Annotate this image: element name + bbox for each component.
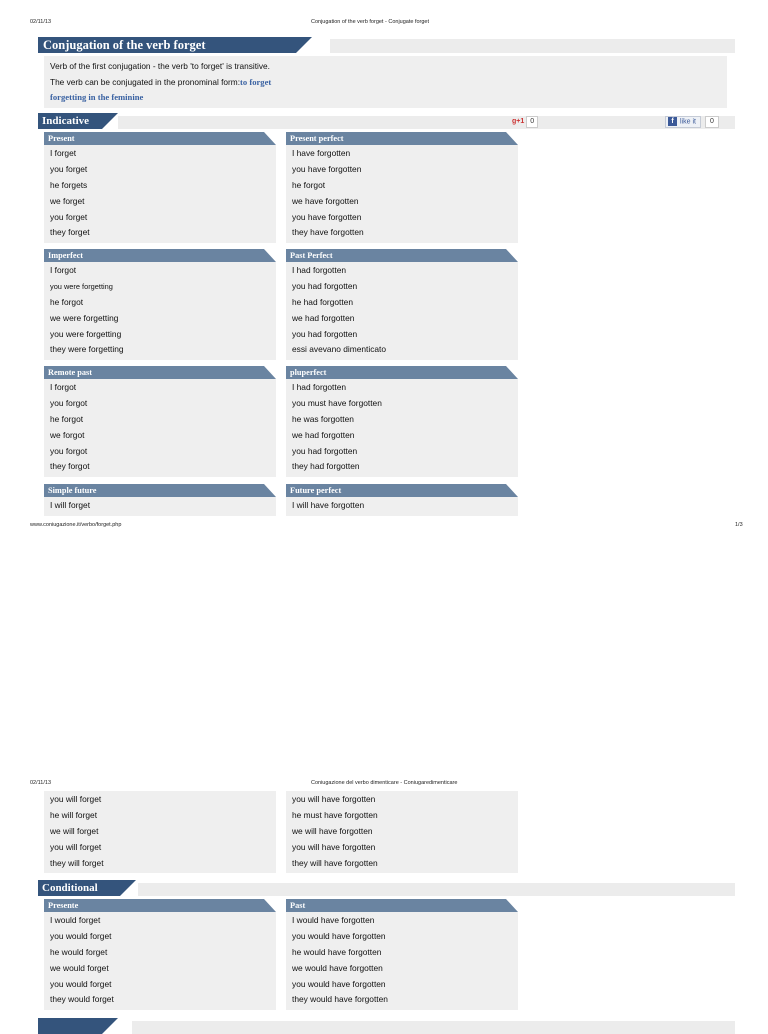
conjugation-row: he would have forgotten xyxy=(292,946,382,957)
tense-conditional-past xyxy=(286,899,518,1010)
conjugation-row: you would have forgotten xyxy=(292,978,386,989)
page-header-date: 02/11/13 xyxy=(30,19,52,25)
tense-title: Past Perfect xyxy=(286,249,506,262)
conjugation-row: we forget xyxy=(50,195,85,206)
conjugation-row: they had forgotten xyxy=(292,461,360,472)
facebook-icon: f xyxy=(668,117,677,126)
facebook-like-label: like it xyxy=(680,118,696,126)
conjugation-row: you will forget xyxy=(50,794,102,804)
conjugation-row: I forgot xyxy=(50,382,77,392)
conjugation-row: he was forgotten xyxy=(292,413,354,424)
tense-title: pluperfect xyxy=(286,366,506,379)
tense-title: Remote past xyxy=(44,366,264,379)
google-plus-button[interactable] xyxy=(512,116,556,128)
tense-conditional-presente xyxy=(44,899,276,1010)
conjugation-row: you forgot xyxy=(50,445,88,456)
conjugation-row: we have forgotten xyxy=(292,195,359,206)
tense-imperfect xyxy=(44,249,276,360)
tense-title: Past xyxy=(286,899,506,912)
section-strip xyxy=(132,1021,735,1034)
page-title: Conjugation of the verb forget xyxy=(38,37,296,53)
conjugation-row: I had forgotten xyxy=(292,265,347,275)
verb-title-bar xyxy=(38,37,735,53)
indicative-section-bar xyxy=(38,113,735,129)
section-strip xyxy=(118,116,735,129)
conjugation-row: they forget xyxy=(50,227,90,238)
conjugation-row: you would have forgotten xyxy=(292,930,386,941)
next-section-bar xyxy=(38,1018,735,1034)
description-line-2 xyxy=(50,75,721,91)
conjugation-row: you had forgotten xyxy=(292,280,358,291)
conditional-section-bar xyxy=(38,880,735,896)
conjugation-row: I forget xyxy=(50,148,77,158)
tense-pluperfect xyxy=(286,366,518,477)
conjugation-row: you were forgetting xyxy=(50,328,122,339)
conjugation-row: they will forget xyxy=(50,857,104,868)
conjugation-row: they forgot xyxy=(50,461,90,472)
pronominal-link[interactable]: to forget xyxy=(240,76,272,87)
conjugation-row: he will forget xyxy=(50,809,98,820)
conjugation-row: you would forget xyxy=(50,930,112,941)
conjugation-row: I forgot xyxy=(50,265,77,275)
conjugation-row: he had forgotten xyxy=(292,296,354,307)
tense-past-perfect xyxy=(286,249,518,360)
conjugation-row: you will forget xyxy=(50,841,102,852)
tense-simple-future xyxy=(44,484,276,516)
page-header-date: 02/11/13 xyxy=(30,780,52,786)
conjugation-row: you had forgotten xyxy=(292,445,358,456)
tense-future-perfect xyxy=(286,484,518,516)
verb-description xyxy=(44,56,727,108)
facebook-like-widget[interactable] xyxy=(665,116,719,128)
section-strip xyxy=(138,883,735,896)
conjugation-row: you must have forgotten xyxy=(292,397,382,408)
tense-present-perfect xyxy=(286,132,518,243)
conjugation-row: I have forgotten xyxy=(292,148,351,158)
google-plus-icon: g xyxy=(512,118,517,125)
conjugation-row: I would forget xyxy=(50,915,101,925)
page-footer-url: www.coniugazione.it/verbo/forget.php xyxy=(30,522,122,528)
conditional-title: Conditional xyxy=(38,880,120,896)
conjugation-row: you forget xyxy=(50,211,88,222)
conjugation-row: you were forgetting xyxy=(50,281,113,291)
conjugation-row: he must have forgotten xyxy=(292,809,378,820)
conjugation-row: we forgot xyxy=(50,429,85,440)
conjugation-row: you would forget xyxy=(50,978,112,989)
conjugation-row: we had forgotten xyxy=(292,312,355,323)
tense-future-perfect-continued xyxy=(286,791,518,873)
description-line-1: Verb of the first conjugation - the verb 'to forget' is transitive. xyxy=(50,61,270,71)
conjugation-row: I will forget xyxy=(50,500,91,510)
tense-simple-future-continued xyxy=(44,791,276,873)
google-plus-count: 0 xyxy=(526,116,538,128)
conjugation-row: you forget xyxy=(50,163,88,174)
conjugation-row: I would have forgotten xyxy=(292,915,375,925)
page-footer-number: 1/3 xyxy=(735,522,743,528)
conjugation-row: you will have forgotten xyxy=(292,841,376,852)
conjugation-row: you have forgotten xyxy=(292,211,362,222)
conjugation-row: you had forgotten xyxy=(292,328,358,339)
conjugation-row: you have forgotten xyxy=(292,163,362,174)
page-header-title: Coniugazione del verbo dimenticare - Coniugaredimenticare xyxy=(311,780,458,786)
conjugation-row: they would have forgotten xyxy=(292,994,388,1005)
tense-title: Present perfect xyxy=(286,132,506,145)
tense-remote-past xyxy=(44,366,276,477)
conjugation-row: he would forget xyxy=(50,946,108,957)
conjugation-row: he forgot xyxy=(50,296,84,307)
conjugation-row: we would forget xyxy=(50,962,109,973)
next-section-tab xyxy=(38,1018,102,1034)
conjugation-row: we will forget xyxy=(50,825,99,836)
facebook-like-count: 0 xyxy=(705,116,719,128)
conjugation-row: we had forgotten xyxy=(292,429,355,440)
tense-present xyxy=(44,132,276,243)
conjugation-row: he forgets xyxy=(50,179,88,190)
conjugation-row: they have forgotten xyxy=(292,227,364,238)
conjugation-row: they will have forgotten xyxy=(292,857,378,868)
page-header-title: Conjugation of the verb forget - Conjugate forget xyxy=(311,19,430,25)
feminine-link[interactable]: forgetting in the feminine xyxy=(50,92,144,102)
conjugation-row: we will have forgotten xyxy=(292,825,373,836)
conjugation-row: we were forgetting xyxy=(50,312,119,323)
conjugation-row: we would have forgotten xyxy=(292,962,383,973)
conjugation-row: you will have forgotten xyxy=(292,794,376,804)
tense-title: Imperfect xyxy=(44,249,264,262)
tense-title: Simple future xyxy=(44,484,264,497)
tense-title: Future perfect xyxy=(286,484,506,497)
conjugation-row: you forgot xyxy=(50,397,88,408)
pronominal-text: The verb can be conjugated in the pronominal form: xyxy=(50,76,241,87)
conjugation-row: essi avevano dimenticato xyxy=(292,344,387,355)
conjugation-row: he forgot xyxy=(50,413,84,424)
conjugation-row: I had forgotten xyxy=(292,382,347,392)
conjugation-row: he forgot xyxy=(292,179,326,190)
conjugation-row: they would forget xyxy=(50,994,114,1005)
conjugation-row: they were forgetting xyxy=(50,344,124,355)
tense-title: Presente xyxy=(44,899,264,912)
google-plus-label: +1 xyxy=(516,118,525,125)
title-strip xyxy=(330,39,735,53)
tense-title: Present xyxy=(44,132,264,145)
conjugation-row: I will have forgotten xyxy=(292,500,365,510)
indicative-title: Indicative xyxy=(38,113,102,129)
facebook-like-button[interactable] xyxy=(665,116,701,128)
